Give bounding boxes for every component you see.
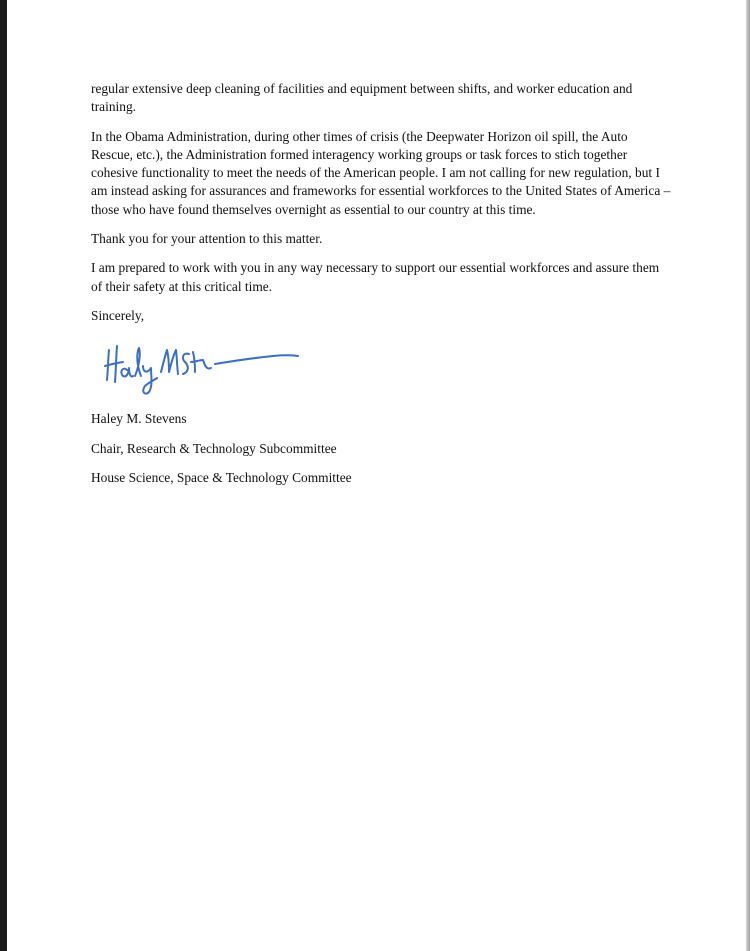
signature [103,336,303,396]
paragraph-1: regular extensive deep cleaning of facilities and equipment between shifts, and worker education and training. [91,81,633,115]
closing: Sincerely, [91,307,145,323]
page-right-edge [746,0,750,951]
letter-body [91,80,671,498]
page-left-edge [0,0,7,951]
paragraph-2: In the Obama Administration, during other times of crisis (the Deepwater Horizon oil spill, the Auto Rescue, etc.), the Administration formed interagency working groups or task forces to stich together cohesive functionality to meet the needs of the American people. I am not calling for new regulation, but I am instead asking for assurances and frameworks for essential workforces to the United States of America – those who have found themselves overnight as essential to our country at this time. [91,128,671,217]
signer-title-2: House Science, Space & Technology Committee [91,469,352,485]
paragraph-3: Thank you for your attention to this matter. [91,231,323,247]
signer-title-1: Chair, Research & Technology Subcommittee [91,440,337,456]
paragraph-4: I am prepared to work with you in any way necessary to support our essential workforces and assure them of their safety at this critical time. [91,260,660,294]
signer-name: Haley M. Stevens [91,411,187,427]
